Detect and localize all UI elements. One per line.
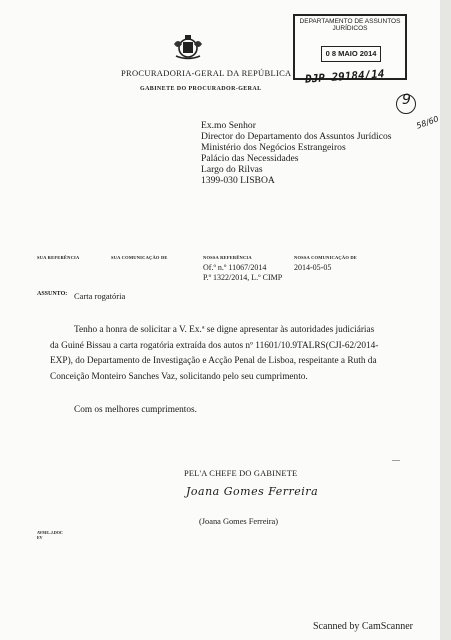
body-line: Tenho a honra de solicitar a V. Ex.ª se digne apresentar às autoridades judiciárias: [74, 325, 375, 335]
handwritten-signature: Joana Gomes Ferreira: [186, 485, 319, 498]
office-subtitle: GABINETE DO PROCURADOR-GERAL: [140, 86, 262, 92]
nossa-comunicacao-label: NOSSA COMUNICAÇÃO DE: [294, 255, 358, 260]
page-edge: [440, 0, 451, 640]
closing-line: Com os melhores cumprimentos.: [74, 405, 197, 415]
margin-dash: —: [392, 455, 400, 464]
subject-value: Carta rogatória: [74, 291, 126, 301]
recipient-ministry: Ministério dos Negócios Estrangeiros: [201, 142, 346, 153]
stamp-line1: DEPARTAMENTO DE ASSUNTOS: [299, 18, 401, 25]
coat-of-arms-emblem: [170, 30, 206, 60]
letter-body: [50, 323, 416, 385]
scanner-watermark: Scanned by CamScanner: [313, 621, 413, 632]
document-code-line2: EV: [37, 535, 43, 540]
document-code: [37, 530, 63, 540]
subject-label: ASSUNTO:: [37, 291, 68, 297]
stamp-date: 0 8 MAIO 2014: [321, 46, 381, 62]
stamp-title: [295, 18, 405, 32]
recipient-salutation: Ex.mo Senhor: [201, 120, 256, 131]
sua-referencia-label: SUA REFERÊNCIA: [37, 255, 80, 260]
organization-title: PROCURADORIA-GERAL DA REPÚBLICA: [121, 68, 292, 78]
signer-role: PEL'A CHEFE DO GABINETE: [184, 469, 298, 478]
sua-comunicacao-label: SUA COMUNICAÇÃO DE: [111, 255, 168, 260]
recipient-building: Palácio das Necessidades: [201, 153, 299, 164]
nossa-comunicacao-date: 2014-05-05: [294, 263, 332, 272]
body-line: Conceição Monteiro Sanches Vaz, solicitando pelo seu cumprimento.: [50, 371, 308, 382]
stamp-line2: JURÍDICOS: [332, 25, 368, 32]
recipient-postcode: 1399-030 LISBOA: [201, 175, 275, 186]
recipient-title: Director do Departamento dos Assuntos Jurídicos: [201, 131, 392, 142]
handwritten-reference: DJP 29184/14: [304, 67, 385, 86]
recipient-street: Largo do Rilvas: [201, 164, 263, 175]
body-line: EXP), do Departamento de Investigação e Acção Penal de Lisboa, respeitante a Ruth da: [50, 356, 377, 366]
nossa-referencia-label: NOSSA REFERÊNCIA: [203, 255, 252, 260]
nossa-referencia-line2: P.º 1322/2014, L.º CIMP: [203, 273, 283, 282]
document-code-line1: AVM/L.J.DOC: [37, 530, 63, 535]
nossa-referencia-line1: Of.º n.º 11067/2014: [203, 263, 267, 272]
circled-number: 9: [402, 92, 411, 108]
body-line: da Guiné Bissau a carta rogatória extraída dos autos nº 11601/10.9TALRS(CJI-62/2014-: [50, 340, 379, 351]
handwritten-note: 58/60: [415, 114, 440, 131]
signer-name: (Joana Gomes Ferreira): [199, 517, 279, 526]
